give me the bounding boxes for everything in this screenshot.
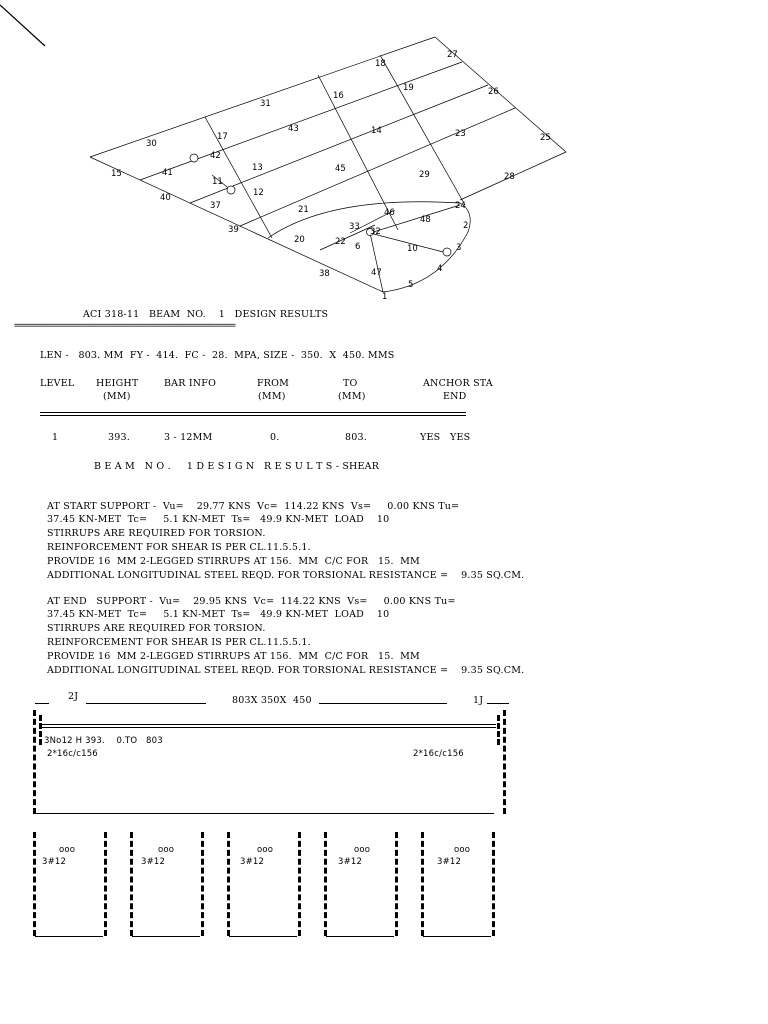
node-label: 23 [455,129,466,139]
section-right-edge [201,832,204,936]
start-support-line: STIRRUPS ARE REQUIRED FOR TORSION. [47,528,266,539]
section-bar-label: 3#12 [240,857,265,867]
node-label: 2 [463,221,469,231]
bar-text: 3No12 H 393. 0.TO 803 [44,736,163,746]
section-bar-dots: ooo [158,845,175,855]
section-properties: LEN - 803. MM FY - 414. FC - 28. MPA, SIZE - 350. X 450. MMS [40,350,395,361]
cross-section [324,832,398,938]
table-rule-bottom [40,415,466,416]
node-label: 27 [447,50,458,60]
row-to: 803. [345,432,367,443]
node-label: 4 [437,264,443,274]
node-label: 32 [370,227,381,237]
section-right-edge [298,832,301,936]
cross-section [421,832,495,938]
section-bar-dots: ooo [354,845,371,855]
beam-dimensions: 803X 350X 450 [232,695,312,706]
stirrup-right-text: 2*16c/c156 [413,749,464,759]
node-label: 37 [210,201,221,211]
node-label: 43 [288,124,299,134]
end-support-line: STIRRUPS ARE REQUIRED FOR TORSION. [47,623,266,634]
node-label: 15 [111,169,122,179]
section-right-edge [395,832,398,936]
start-support-line: PROVIDE 16 MM 2-LEGGED STIRRUPS AT 156. MM C/C FOR 15. MM [47,556,420,567]
col-level-header: LEVEL [40,378,75,389]
header-separator: ================================================== [14,321,235,331]
node-label-group [111,50,551,302]
section-bar-dots: ooo [454,845,471,855]
col-anchor-end: END [443,391,467,402]
section-bottom-edge [132,936,200,937]
beam-left-inner [39,715,42,745]
col-height-unit: (MM) [103,391,131,402]
node-label: 48 [420,215,431,225]
row-height: 393. [108,432,130,443]
section-left-edge [324,832,327,936]
node-label: 24 [455,201,466,211]
start-support-line: ADDITIONAL LONGITUDINAL STEEL REQD. FOR TORSIONAL RESISTANCE = 9.35 SQ.CM. [47,570,525,581]
node-label: 6 [355,242,361,252]
node-label: 11 [212,177,223,187]
section-left-edge [227,832,230,936]
start-support-line: AT START SUPPORT - Vu= 29.77 KNS Vc= 114.22 KNS Vs= 0.00 KNS Tu= [47,501,460,512]
start-support-line: 37.45 KN-MET Tc= 5.1 KN-MET Ts= 49.9 KN-MET LOAD 10 [47,514,390,525]
section-bar-label: 3#12 [437,857,462,867]
section-left-edge [421,832,424,936]
end-support-line: REINFORCEMENT FOR SHEAR IS PER CL.11.5.5.1. [47,637,311,648]
sketch-top-line-right [487,703,509,704]
col-anchor-header: ANCHOR STA [423,378,493,389]
node-label: 41 [162,168,173,178]
node-label: 45 [335,164,346,174]
col-barinfo-header: BAR INFO [164,378,217,389]
col-to-header: TO [343,378,358,389]
row-anchor-end: YES [450,432,471,443]
node-label: 19 [403,83,414,93]
section-bottom-edge [229,936,297,937]
row-bar-info: 3 - 12MM [164,432,213,443]
node-label: 1 [382,292,388,302]
end-support-line: ADDITIONAL LONGITUDINAL STEEL REQD. FOR TORSIONAL RESISTANCE = 9.35 SQ.CM. [47,665,525,676]
node-label: 3 [456,243,462,253]
node-label: 26 [488,87,499,97]
section-left-edge [33,832,36,936]
node-label: 20 [294,235,305,245]
node-label: 40 [160,193,171,203]
section-bar-label: 3#12 [338,857,363,867]
node-label: 46 [384,208,395,218]
end-support-line: AT END SUPPORT - Vu= 29.95 KNS Vc= 114.22 KNS Vs= 0.00 KNS Tu= [47,596,456,607]
section-bar-label: 3#12 [141,857,166,867]
section-right-edge [104,832,107,936]
node-label: 5 [408,280,414,290]
cross-section [130,832,204,938]
start-support-line: REINFORCEMENT FOR SHEAR IS PER CL.11.5.5.1. [47,542,311,553]
node-label: 39 [228,225,239,235]
node-label: 12 [253,188,264,198]
cross-section [33,832,107,938]
beam-right-inner [497,715,500,745]
sketch-top-line-left [35,703,49,704]
row-from: 0. [270,432,280,443]
node-label: 28 [504,172,515,182]
beam-right-edge [503,710,506,814]
col-to-unit: (MM) [338,391,366,402]
cross-section [227,832,301,938]
table-rule-top [40,412,466,413]
beam-top-bar [40,724,496,728]
section-bottom-edge [326,936,394,937]
node-label: 16 [333,91,344,101]
node-label: 21 [298,205,309,215]
section-left-edge [130,832,133,936]
section-bar-dots: ooo [59,845,76,855]
row-anchor-sta: YES [420,432,441,443]
beam-bottom-line [36,813,494,814]
node-label: 30 [146,139,157,149]
beam-left-edge [33,710,36,814]
col-from-header: FROM [257,378,290,389]
node-label: 33 [349,222,360,232]
row-level: 1 [52,432,59,443]
stirrup-left-text: 2*16c/c156 [47,749,98,759]
section-bar-label: 3#12 [42,857,67,867]
node-label: 38 [319,269,330,279]
left-joint-label: 2J [68,691,79,702]
section-right-edge [492,832,495,936]
end-support-line: PROVIDE 16 MM 2-LEGGED STIRRUPS AT 156. MM C/C FOR 15. MM [47,651,420,662]
sketch-top-line-a [86,703,206,704]
structure-model-diagram [0,0,768,310]
node-label: 25 [540,133,551,143]
node-label: 29 [419,170,430,180]
node-label: 17 [217,132,228,142]
end-support-line: 37.45 KN-MET Tc= 5.1 KN-MET Ts= 49.9 KN-MET LOAD 10 [47,609,390,620]
node-label: 18 [375,59,386,69]
node-label: 22 [335,237,346,247]
node-label: 31 [260,99,271,109]
right-joint-label: 1J [473,695,484,706]
node-label: 10 [407,244,418,254]
report-header: ACI 318-11 BEAM NO. 1 DESIGN RESULTS [83,309,329,320]
node-label: 13 [252,163,263,173]
section-bar-dots: ooo [257,845,274,855]
section-bottom-edge [35,936,103,937]
node-label: 47 [371,268,382,278]
col-height-header: HEIGHT [96,378,139,389]
sketch-top-line-b [319,703,447,704]
shear-title: B E A M N O . 1 D E S I G N R E S U L T S - SHEAR [94,461,380,472]
col-from-unit: (MM) [258,391,286,402]
node-label: 14 [371,126,382,136]
section-bottom-edge [423,936,491,937]
node-label: 42 [210,151,221,161]
